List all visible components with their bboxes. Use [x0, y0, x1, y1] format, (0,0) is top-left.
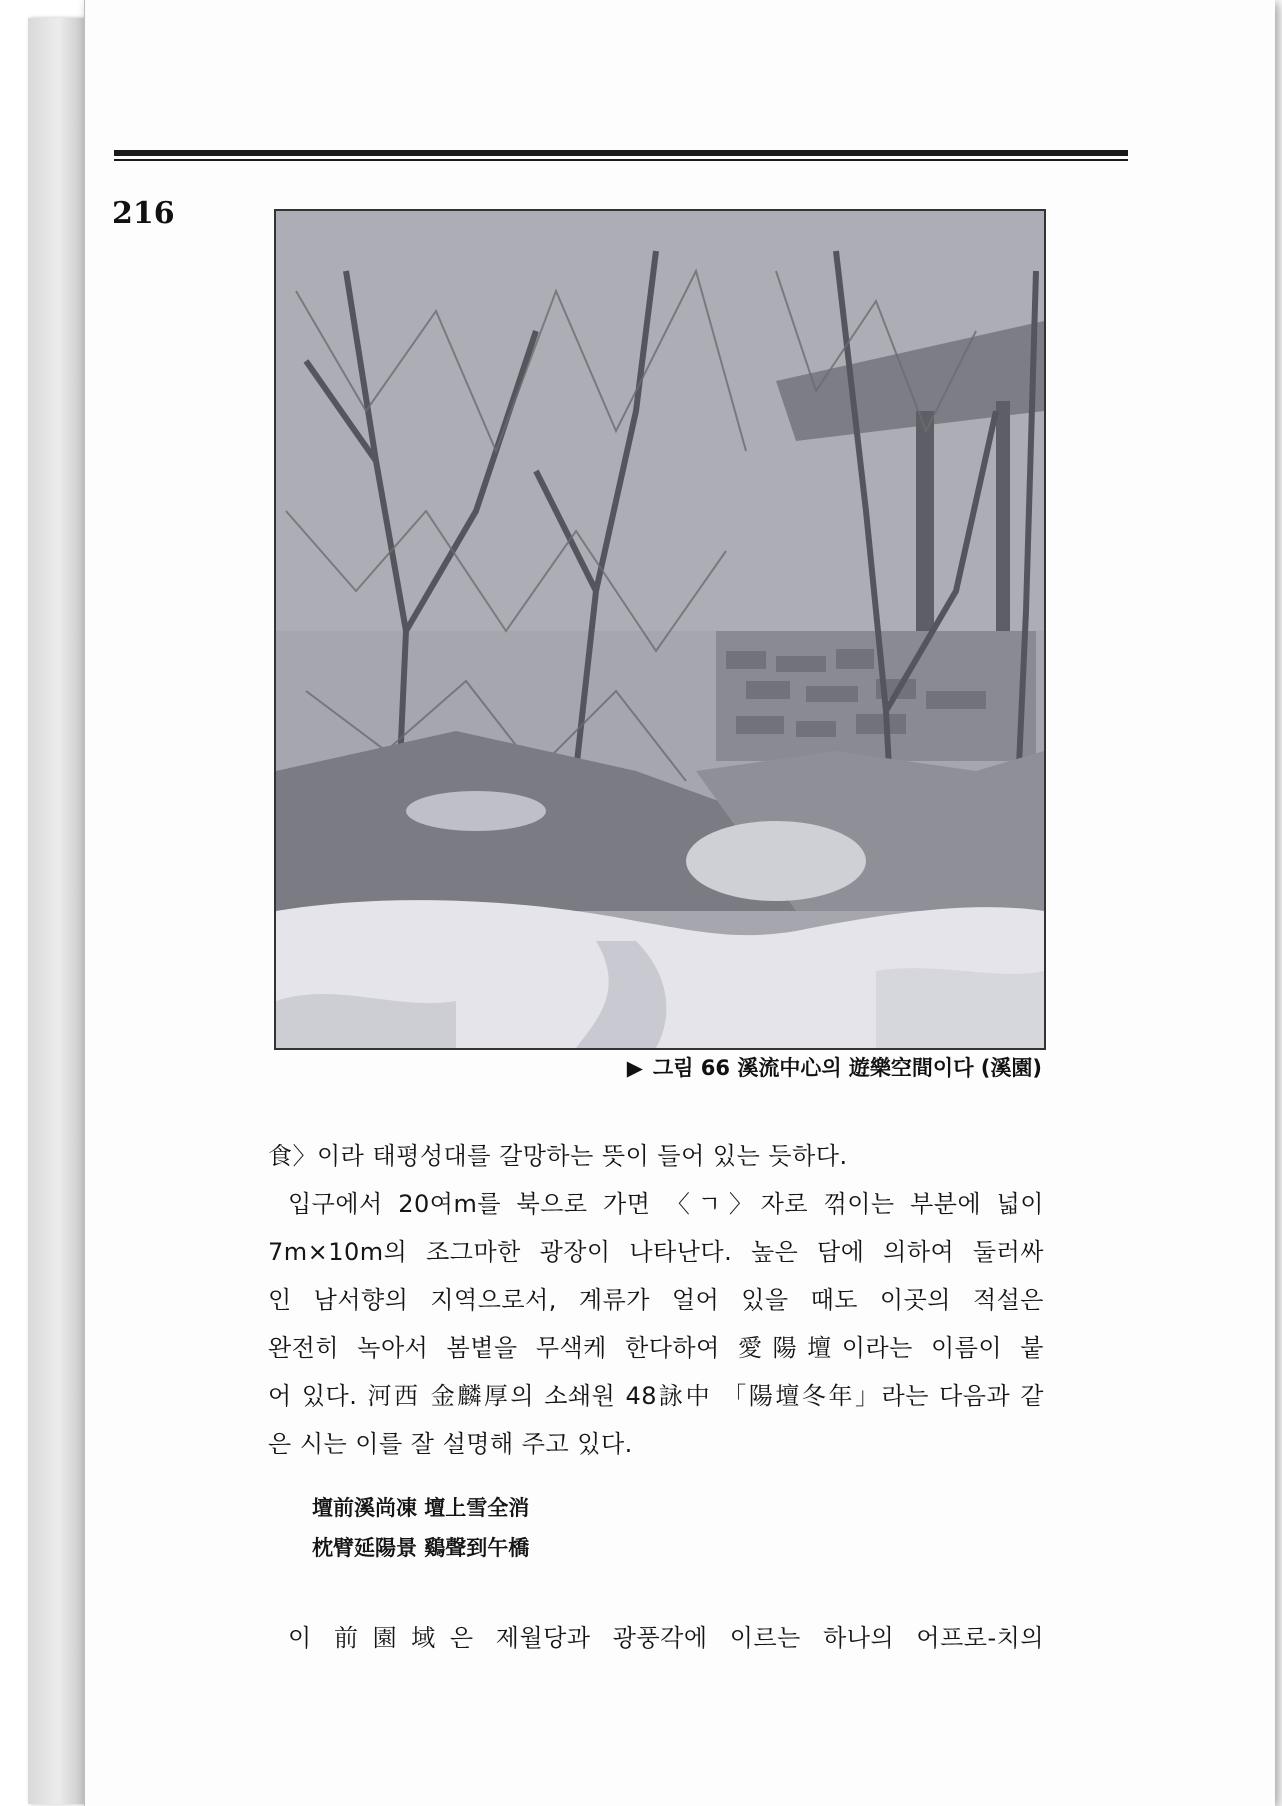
caption-text: 그림 66 溪流中心의 遊樂空間이다 (溪園) [652, 1056, 1042, 1080]
body-line-5: 완전히 녹아서 봄볕을 무색케 한다하여 愛陽壇이라는 이름이 붙 [268, 1334, 1044, 1362]
body-line-6: 어 있다. 河西 金麟厚의 소쇄원 48詠中 「陽壇冬年」라는 다음과 같 [268, 1382, 1044, 1410]
figure-caption [548, 1052, 1042, 1082]
header-rule [114, 150, 1128, 156]
header-rule-thin [114, 159, 1128, 161]
photo-snowy-stream-icon [276, 211, 1044, 1048]
body-line-2: 입구에서 20여m를 북으로 가면 〈ㄱ〉자로 꺾이는 부분에 넓이 [288, 1190, 1044, 1218]
body-line-3: 7m×10m의 조그마한 광장이 나타난다. 높은 담에 의하여 둘러싸 [268, 1238, 1044, 1266]
poem-line-1: 壇前溪尚凍 壇上雪全消 [312, 1496, 530, 1520]
body-line-4: 인 남서향의 지역으로서, 계류가 얼어 있을 때도 이곳의 적설은 [268, 1286, 1044, 1314]
figure-photo [274, 209, 1046, 1050]
book-spine [28, 18, 84, 1804]
body-last-line: 이 前園域은 제월당과 광풍각에 이르는 하나의 어프로-치의 [288, 1624, 1044, 1652]
body-line-1: 食〉이라 태평성대를 갈망하는 뜻이 들어 있는 듯하다. [268, 1142, 848, 1170]
caption-arrow-icon: ▶ [626, 1056, 643, 1080]
page-number: 216 [112, 196, 175, 231]
body-line-7: 은 시는 이를 잘 설명해 주고 있다. [268, 1430, 633, 1458]
poem-line-2: 枕臂延陽景 鷄聲到午橋 [312, 1536, 530, 1560]
